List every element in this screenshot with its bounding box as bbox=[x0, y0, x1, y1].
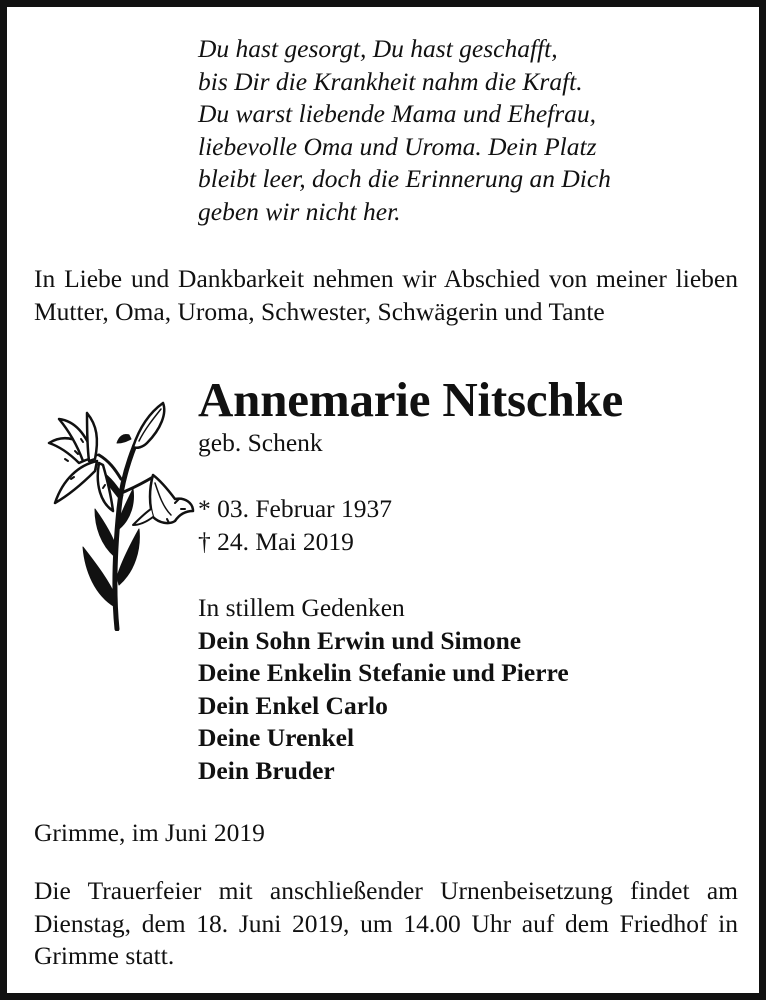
funeral-details: Die Trauerfeier mit anschließender Urnenbeisetzung findet am Dienstag, dem 18. Juni 2019, um 14.00 Uhr auf dem Friedhof in Grimme statt. bbox=[34, 876, 738, 970]
poem-line: Du hast gesorgt, Du hast geschafft, bbox=[198, 34, 558, 63]
memorial-poem bbox=[198, 33, 718, 228]
poem-line: bleibt leer, doch die Erinnerung an Dich bbox=[198, 164, 611, 193]
deceased-name: Annemarie Nitschke bbox=[198, 372, 624, 427]
birth-date: * 03. Februar 1937 bbox=[198, 494, 393, 523]
place-and-date: Grimme, im Juni 2019 bbox=[34, 818, 265, 847]
farewell-intro: In Liebe und Dankbarkeit nehmen wir Abschied von meiner lieben Mutter, Oma, Uroma, Schwester, Schwägerin und Tante bbox=[34, 264, 738, 326]
mourner-entry: Dein Enkel Carlo bbox=[198, 690, 388, 720]
death-date: † 24. Mai 2019 bbox=[198, 526, 354, 556]
mourners-block bbox=[198, 592, 569, 787]
mourners-opener: In stillem Gedenken bbox=[198, 593, 405, 622]
mourner-entry: Dein Bruder bbox=[198, 755, 335, 785]
mourner-entry: Dein Sohn Erwin und Simone bbox=[198, 625, 522, 655]
poem-line: bis Dir die Krankheit nahm die Kraft. bbox=[198, 66, 583, 96]
life-dates bbox=[198, 493, 392, 558]
poem-line: geben wir nicht her. bbox=[198, 196, 401, 226]
poem-line: Du warst liebende Mama und Ehefrau, bbox=[198, 99, 597, 128]
mourner-entry: Deine Urenkel bbox=[198, 723, 355, 752]
maiden-name: geb. Schenk bbox=[198, 428, 323, 457]
lily-icon bbox=[35, 399, 195, 631]
mourner-entry: Deine Enkelin Stefanie und Pierre bbox=[198, 658, 569, 687]
poem-line: liebevolle Oma und Uroma. Dein Platz bbox=[198, 131, 597, 161]
